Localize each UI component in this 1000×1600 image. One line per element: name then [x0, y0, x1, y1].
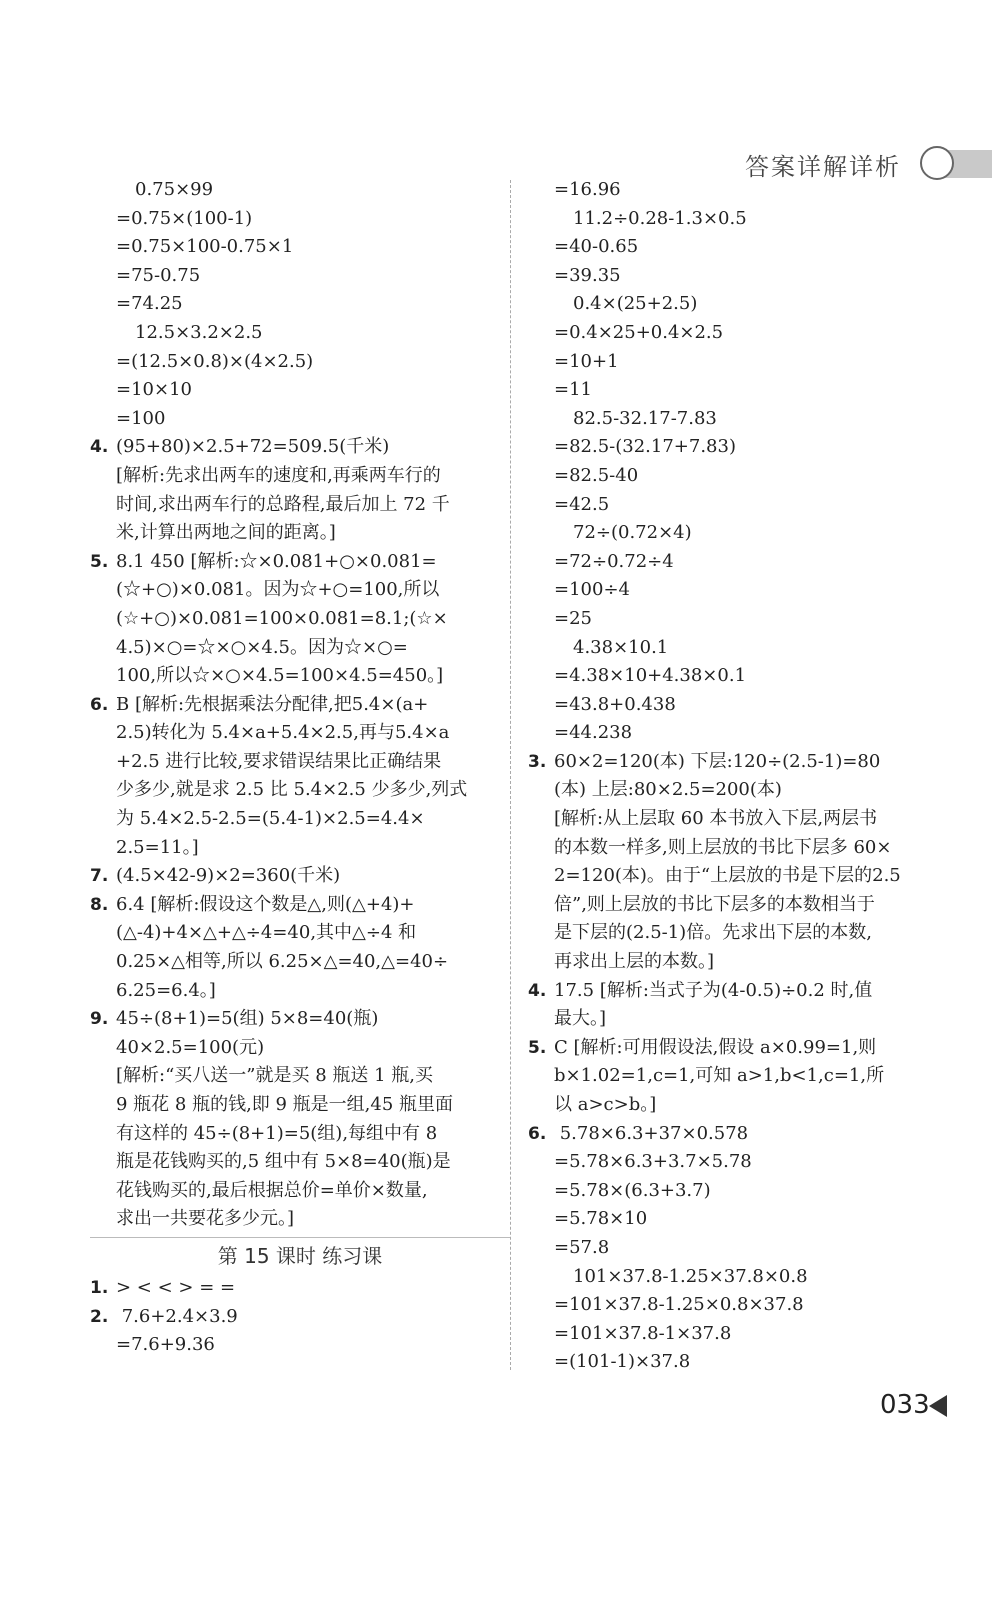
answer-line: [528, 205, 933, 234]
question-number: 4.: [528, 980, 547, 1001]
answer-text: 少多少,就是求 2.5 比 5.4×2.5 少多少,列式: [116, 779, 468, 801]
answer-line: [528, 233, 933, 262]
answer-text: 101×37.8-1.25×37.8×0.8: [573, 1265, 808, 1287]
answer-text: =(101-1)×37.8: [554, 1351, 691, 1373]
left-answer-column: [90, 176, 495, 1234]
answer-text: (☆+○)×0.081。因为☆+○=100,所以: [116, 579, 440, 601]
answer-line: [90, 605, 495, 634]
answer-text: 2=120(本)。由于“上层放的书是下层的2.5: [554, 865, 901, 887]
answer-text: =(12.5×0.8)×(4×2.5): [116, 350, 314, 372]
answer-line: [528, 491, 933, 520]
answer-text: 为 5.4×2.5-2.5=(5.4-1)×2.5=4.4×: [116, 808, 425, 830]
answer-line: [528, 834, 933, 863]
answer-text: =82.5-(32.17+7.83): [554, 436, 736, 458]
answer-line: [528, 1205, 933, 1234]
answer-line: [90, 1303, 495, 1332]
answer-text: 9 瓶花 8 瓶的钱,即 9 瓶是一组,45 瓶里面: [116, 1094, 454, 1115]
answer-text: =75-0.75: [116, 264, 201, 286]
answer-line: [528, 662, 933, 691]
answer-line: [90, 919, 495, 948]
lesson-answers: [90, 1274, 495, 1360]
answer-line: [528, 433, 933, 462]
answer-line: [528, 948, 933, 977]
answer-line: [90, 805, 495, 834]
answer-line: [528, 548, 933, 577]
answer-line: [90, 977, 495, 1006]
question-number: 8.: [90, 894, 109, 915]
answer-text: [解析:先求出两车的速度和,再乘两车行的: [116, 464, 441, 486]
answer-text: (△-4)+4×△+△÷4=40,其中△÷4 和: [116, 922, 417, 944]
answer-line: [528, 691, 933, 720]
answer-text: =0.75×100-0.75×1: [116, 236, 294, 258]
answer-text: 72÷(0.72×4): [573, 522, 692, 544]
answer-line: [528, 1091, 933, 1120]
question-number: 5.: [90, 551, 109, 572]
answer-line: [90, 719, 495, 748]
answer-line: [528, 605, 933, 634]
answer-text: 的本数一样多,则上层放的书比下层多 60×: [554, 836, 892, 858]
answer-text: b×1.02=1,c=1,可知 a>1,b<1,c=1,所: [554, 1065, 885, 1087]
answer-text: =42.5: [554, 493, 610, 515]
answer-text: =16.96: [554, 179, 621, 200]
answer-text: 最大。]: [554, 1008, 607, 1030]
answer-line: [528, 405, 933, 434]
answer-line: [90, 1005, 495, 1034]
question-number: 6.: [90, 694, 109, 715]
answer-text: =7.6+9.36: [116, 1334, 215, 1356]
page-header-title: 答案详解详析: [745, 153, 901, 181]
answer-text: (☆+○)×0.081=100×0.081=8.1;(☆×: [116, 607, 448, 629]
answer-text: =4.38×10+4.38×0.1: [554, 665, 747, 687]
answer-text: (4.5×42-9)×2=360(千米): [116, 865, 341, 887]
answer-text: (95+80)×2.5+72=509.5(千米): [116, 436, 390, 458]
answer-line: [528, 748, 933, 777]
right-answer-column: [528, 176, 933, 1377]
answer-text: =72÷0.72÷4: [554, 550, 674, 572]
answer-line: [528, 1062, 933, 1091]
answer-line: [90, 691, 495, 720]
answer-line: [528, 891, 933, 920]
answer-line: [90, 262, 495, 291]
answer-line: [528, 176, 933, 205]
answer-text: =57.8: [554, 1236, 610, 1258]
answer-line: [90, 1331, 495, 1360]
answer-line: [90, 862, 495, 891]
answer-line: [528, 319, 933, 348]
answer-line: [90, 748, 495, 777]
answer-line: [528, 1320, 933, 1349]
answer-line: [90, 405, 495, 434]
answer-line: [90, 233, 495, 262]
answer-text: =100÷4: [554, 579, 630, 601]
answer-text: 100,所以☆×○×4.5=100×4.5=450。]: [116, 665, 444, 687]
page-number: 033: [880, 1390, 930, 1420]
answer-text: > < < > = =: [116, 1277, 236, 1298]
answer-text: 瓶是花钱购买的,5 组中有 5×8=40(瓶)是: [116, 1151, 451, 1173]
answer-text: 17.5 [解析:当式子为(4-0.5)÷0.2 时,值: [554, 979, 873, 1001]
answer-text: =5.78×6.3+3.7×5.78: [554, 1151, 752, 1173]
answer-line: [90, 519, 495, 548]
answer-text: =101×37.8-1.25×0.8×37.8: [554, 1294, 804, 1316]
answer-text: 0.25×△相等,所以 6.25×△=40,△=40÷: [116, 951, 449, 973]
answer-text: =10+1: [554, 350, 619, 372]
question-number: 9.: [90, 1009, 109, 1030]
lesson-title: 第 15 课时 练习课: [90, 1237, 510, 1268]
column-divider: [510, 180, 511, 1370]
answer-line: [90, 634, 495, 663]
answer-text: 倍”,则上层放的书比下层多的本数相当于: [554, 893, 875, 915]
answer-text: 4.38×10.1: [573, 636, 669, 658]
answer-line: [528, 576, 933, 605]
answer-line: [528, 719, 933, 748]
answer-text: =100: [116, 407, 166, 429]
answer-text: +2.5 进行比较,要求错误结果比正确结果: [116, 750, 442, 772]
answer-line: [90, 1034, 495, 1063]
question-number: 3.: [528, 751, 547, 772]
answer-text: =11: [554, 379, 592, 401]
answer-text: 7.6+2.4×3.9: [116, 1305, 238, 1327]
answer-text: =5.78×10: [554, 1208, 648, 1230]
answer-line: [90, 1177, 495, 1206]
answer-text: 4.5)×○=☆×○×4.5。因为☆×○=: [116, 636, 408, 658]
answer-line: [90, 1062, 495, 1091]
answer-text: =0.4×25+0.4×2.5: [554, 321, 724, 343]
answer-text: 以 a>c>b。]: [554, 1094, 657, 1115]
answer-text: (本) 上层:80×2.5=200(本): [554, 779, 782, 801]
answer-line: [90, 376, 495, 405]
answer-text: 米,计算出两地之间的距离。]: [116, 522, 336, 544]
question-number: 2.: [90, 1306, 109, 1327]
answer-line: [528, 1291, 933, 1320]
answer-line: [90, 491, 495, 520]
answer-text: =25: [554, 607, 592, 629]
answer-line: [90, 176, 495, 205]
question-number: 6.: [528, 1123, 547, 1144]
answer-text: 12.5×3.2×2.5: [135, 321, 263, 343]
answer-text: 40×2.5=100(元): [116, 1036, 265, 1058]
answer-line: [528, 462, 933, 491]
answer-line: [90, 948, 495, 977]
answer-line: [90, 776, 495, 805]
answer-line: [90, 548, 495, 577]
answer-line: [90, 1274, 495, 1303]
answer-text: =74.25: [116, 293, 183, 315]
answer-line: [528, 348, 933, 377]
answer-text: 11.2÷0.28-1.3×0.5: [573, 207, 747, 229]
answer-line: [528, 919, 933, 948]
answer-text: 花钱购买的,最后根据总价=单价×数量,: [116, 1179, 428, 1201]
answer-text: 6.4 [解析:假设这个数是△,则(△+4)+: [116, 893, 415, 915]
answer-text: 2.5)转化为 5.4×a+5.4×2.5,再与5.4×a: [116, 722, 450, 744]
answer-text: =10×10: [116, 379, 192, 401]
answer-line: [90, 891, 495, 920]
answer-line: [528, 262, 933, 291]
mascot-icon: [920, 146, 954, 180]
answer-line: [528, 1120, 933, 1149]
answer-text: 5.78×6.3+37×0.578: [554, 1122, 749, 1144]
answer-text: =0.75×(100-1): [116, 207, 253, 229]
answer-line: [528, 1177, 933, 1206]
answer-line: [528, 862, 933, 891]
answer-text: 0.4×(25+2.5): [573, 293, 698, 315]
question-number: 5.: [528, 1037, 547, 1058]
answer-line: [90, 1120, 495, 1149]
answer-line: [528, 376, 933, 405]
answer-line: [90, 319, 495, 348]
answer-text: 是下层的(2.5-1)倍。先求出下层的本数,: [554, 922, 872, 944]
question-number: 1.: [90, 1278, 109, 1298]
answer-line: [90, 1148, 495, 1177]
answer-text: 时间,求出两车行的总路程,最后加上 72 千: [116, 493, 450, 515]
answer-text: 再求出上层的本数。]: [554, 951, 715, 973]
answer-line: [528, 1234, 933, 1263]
answer-line: [90, 433, 495, 462]
answer-line: [90, 1205, 495, 1234]
answer-line: [90, 205, 495, 234]
answer-text: [解析:“买八送一”就是买 8 瓶送 1 瓶,买: [116, 1065, 434, 1087]
page-arrow-icon: [929, 1395, 947, 1417]
answer-line: [528, 1263, 933, 1292]
answer-line: [528, 290, 933, 319]
answer-text: 2.5=11。]: [116, 836, 199, 858]
answer-text: 6.25=6.4。]: [116, 979, 216, 1001]
answer-line: [90, 662, 495, 691]
answer-text: 0.75×99: [135, 179, 214, 200]
answer-line: [90, 348, 495, 377]
answer-text: B [解析:先根据乘法分配律,把5.4×(a+: [116, 693, 429, 715]
answer-text: C [解析:可用假设法,假设 a×0.99=1,则: [554, 1036, 877, 1058]
answer-line: [90, 290, 495, 319]
answer-line: [528, 519, 933, 548]
answer-text: =44.238: [554, 722, 633, 744]
answer-text: =43.8+0.438: [554, 693, 676, 715]
answer-text: 82.5-32.17-7.83: [573, 407, 717, 429]
answer-line: [528, 1034, 933, 1063]
question-number: 7.: [90, 866, 109, 887]
answer-line: [528, 977, 933, 1006]
answer-line: [528, 1005, 933, 1034]
answer-text: 8.1 450 [解析:☆×0.081+○×0.081=: [116, 550, 437, 572]
answer-line: [90, 834, 495, 863]
answer-text: 45÷(8+1)=5(组) 5×8=40(瓶): [116, 1008, 379, 1030]
answer-text: 有这样的 45÷(8+1)=5(组),每组中有 8: [116, 1122, 438, 1144]
answer-line: [528, 1148, 933, 1177]
answer-text: [解析:从上层取 60 本书放入下层,两层书: [554, 808, 878, 830]
answer-line: [528, 776, 933, 805]
answer-line: [528, 634, 933, 663]
question-number: 4.: [90, 437, 109, 458]
answer-text: =39.35: [554, 264, 621, 286]
answer-text: 求出一共要花多少元。]: [116, 1208, 295, 1230]
answer-line: [90, 462, 495, 491]
answer-text: =101×37.8-1×37.8: [554, 1322, 732, 1344]
answer-line: [528, 1348, 933, 1377]
answer-text: 60×2=120(本) 下层:120÷(2.5-1)=80: [554, 750, 881, 772]
answer-line: [528, 805, 933, 834]
answer-line: [90, 1091, 495, 1120]
answer-text: =5.78×(6.3+3.7): [554, 1179, 711, 1201]
answer-text: =82.5-40: [554, 464, 639, 486]
answer-text: =40-0.65: [554, 236, 639, 258]
answer-line: [90, 576, 495, 605]
